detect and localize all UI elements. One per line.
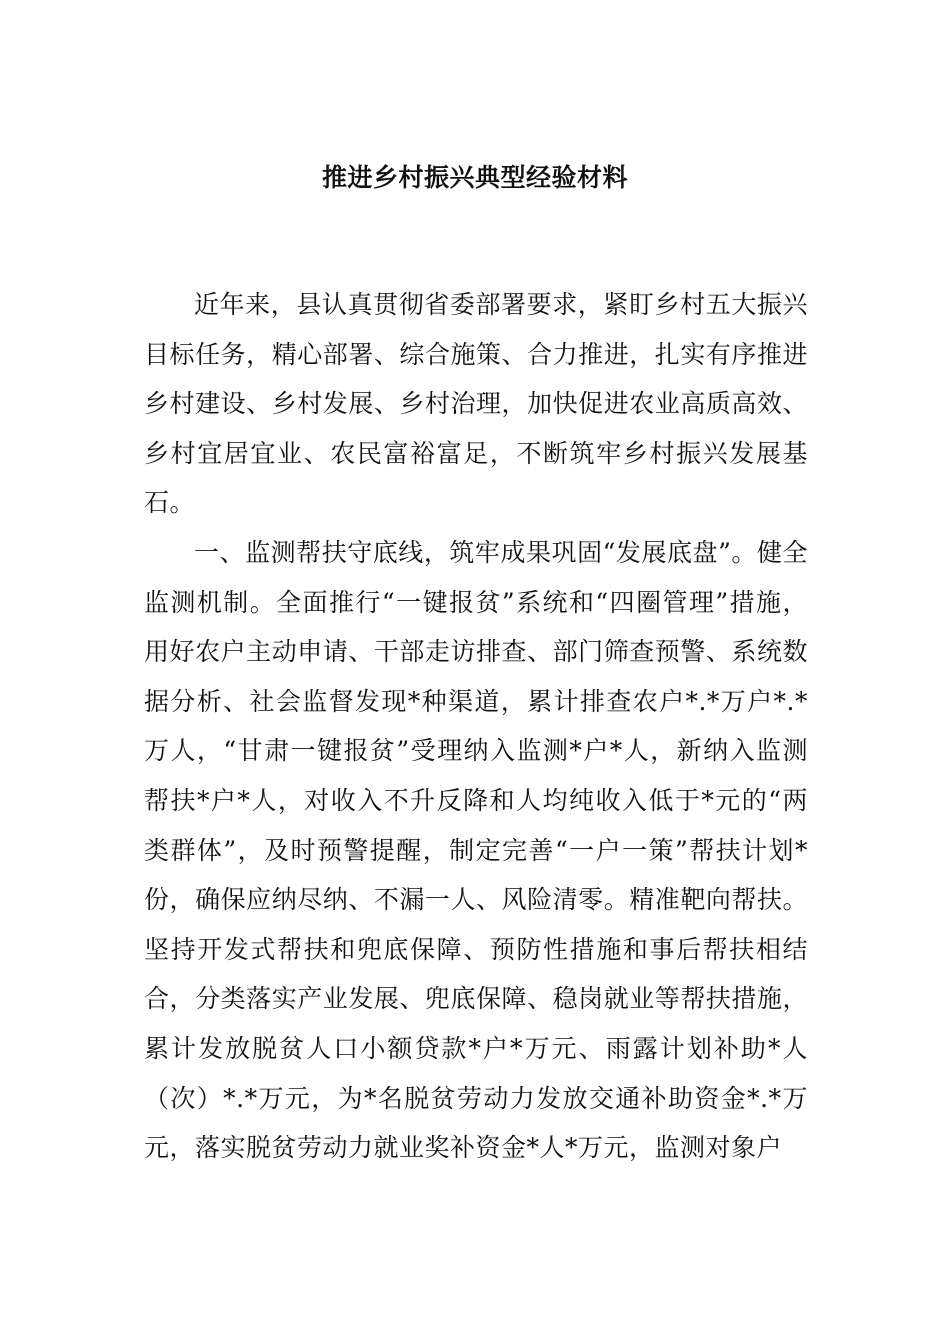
document-title: 推进乡村振兴典型经验材料 (321, 163, 628, 192)
document-body (144, 280, 808, 1173)
paragraph-intro: 近年来，县认真贯彻省委部署要求，紧盯乡村五大振兴目标任务，精心部署、综合施策、合力推进，扎实有序推进乡村建设、乡村发展、乡村治理，加快促进农业高质高效、乡村宜居宜业、农民富裕富足，不断筑牢乡村振兴发展基石。 (144, 290, 808, 518)
paragraph-section-one: 一、监测帮扶守底线，筑牢成果巩固“发展底盘”。健全监测机制。全面推行“一键报贫”系统和“四圈管理”措施，用好农户主动申请、干部走访排查、部门筛查预警、系统数据分析、社会监督发现*种渠道，累计排查农户*.*万户*.*万人，“甘肃一键报贫”受理纳入监测*户*人，新纳入监测帮扶*户*人，对收入不升反降和人均纯收入低于*元的“两类群体”，及时预警提醒，制定完善“一户一策”帮扶计划*份，确保应纳尽纳、不漏一人、风险清零。精准靶向帮扶。坚持开发式帮扶和兜底保障、预防性措施和事后帮扶相结合，分类落实产业发展、兜底保障、稳岗就业等帮扶措施，累计发放脱贫人口小额贷款*户*万元、雨露计划补助*人（次）*.*万元，为*名脱贫劳动力发放交通补助资金*.*万元，落实脱贫劳动力就业奖补资金*人*万元，监测对象户 (144, 537, 808, 1163)
